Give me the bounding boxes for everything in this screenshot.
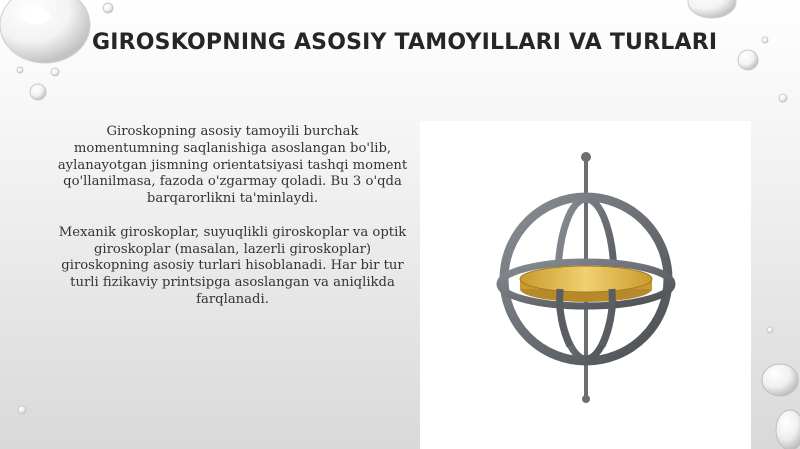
droplet [18, 406, 26, 414]
slide-title: GIROSKOPNING ASOSIY TAMOYILLARI VA TURLARI [92, 30, 718, 55]
slide-body [55, 124, 410, 326]
droplet [767, 327, 773, 333]
droplet [688, 0, 736, 18]
droplet [51, 68, 59, 76]
droplet [17, 67, 23, 73]
axle-top-knob [581, 152, 591, 162]
droplet [30, 84, 46, 100]
droplet [22, 8, 50, 24]
paragraph-principle: Giroskopning asosiy tamoyili burchak momentumning saqlanishiga asoslangan bo'lib, aylanayotgan jismning orientatsiyasi tashqi moment qo'llanilmasa, fazoda o'zgarmay qoladi. Bu 3 o'qda barqarorlikni ta'minlaydi. [57, 124, 408, 207]
droplet [779, 94, 787, 102]
paragraph-types: Mexanik giroskoplar, suyuqlikli giroskoplar va optik giroskoplar (masalan, lazerli giroskoplar) giroskopning asosiy turlari hisoblanadi. Har bir tur turli fizikaviy printsipga asoslangan va aniqlikda farqlanadi. [58, 224, 407, 307]
droplet [776, 410, 800, 449]
axle-bottom-knob [582, 395, 590, 403]
droplet [103, 3, 113, 13]
gyroscope-image [420, 121, 751, 449]
droplet [762, 364, 798, 396]
gyroscope-icon [420, 121, 751, 449]
droplet [0, 0, 90, 63]
gyro-rotor-top [520, 266, 652, 292]
